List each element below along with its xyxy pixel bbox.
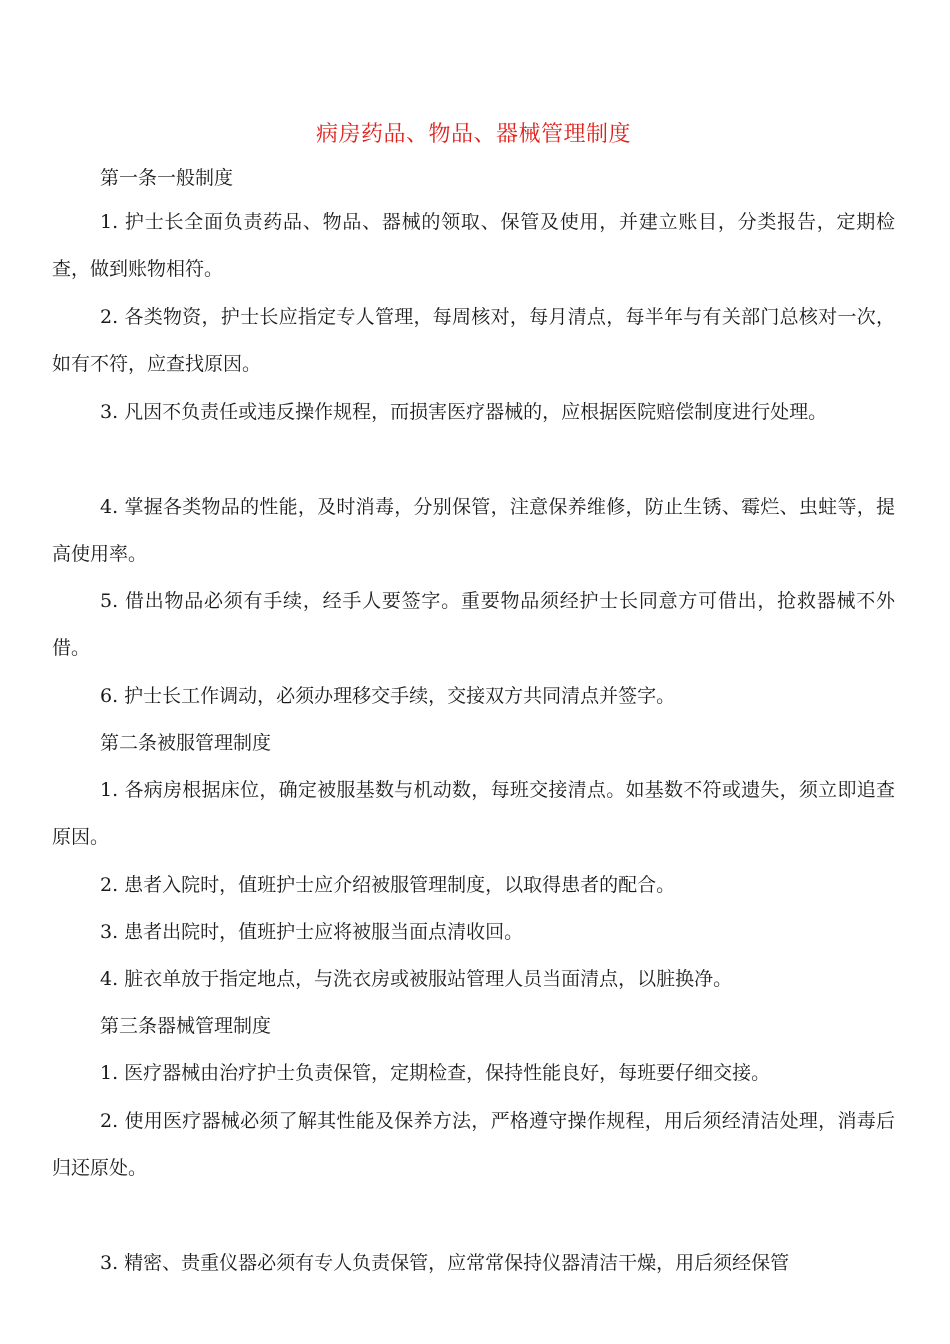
document-title: 病房药品、物品、器械管理制度: [315, 122, 631, 147]
paragraph-2-2: 2. 患者入院时，值班护士应介绍被服管理制度，以取得患者的配合。: [100, 874, 676, 896]
section-heading-2: 第二条被服管理制度: [100, 732, 272, 754]
section-heading-3: 第三条器械管理制度: [100, 1015, 272, 1037]
paragraph-3-1: 1. 医疗器械由治疗护士负责保管，定期检查，保持性能良好，每班要仔细交接。: [100, 1062, 771, 1084]
paragraph-1-2: 2. 各类物资，护士长应指定专人管理，每周核对，每月清点，每半年与有关部门总核对一次，如有不符，应查找原因。: [52, 306, 895, 375]
paragraph-1-3: 3. 凡因不负责任或违反操作规程，而损害医疗器械的，应根据医院赔偿制度进行处理。: [100, 401, 828, 423]
paragraph-3-2: 2. 使用医疗器械必须了解其性能及保养方法，严格遵守操作规程，用后须经清洁处理，消毒后归还原处。: [52, 1110, 895, 1179]
paragraph-2-4: 4. 脏衣单放于指定地点，与洗衣房或被服站管理人员当面清点，以脏换净。: [100, 968, 733, 990]
paragraph-1-6: 6. 护士长工作调动，必须办理移交手续，交接双方共同清点并签字。: [100, 685, 676, 707]
paragraph-1-5: 5. 借出物品必须有手续，经手人要签字。重要物品须经护士长同意方可借出，抢救器械不外借。: [52, 590, 895, 659]
paragraph-2-3: 3. 患者出院时，值班护士应将被服当面点清收回。: [100, 921, 524, 943]
paragraph-1-4: 4. 掌握各类物品的性能，及时消毒，分别保管，注意保养维修，防止生锈、霉烂、虫蛀等，提高使用率。: [52, 496, 895, 565]
paragraph-3-3: 3. 精密、贵重仪器必须有专人负责保管，应常常保持仪器清洁干燥，用后须经保管: [100, 1252, 790, 1274]
paragraph-2-1: 1. 各病房根据床位，确定被服基数与机动数，每班交接清点。如基数不符或遗失，须立即追查原因。: [52, 779, 895, 848]
section-heading-1: 第一条一般制度: [100, 167, 234, 189]
paragraph-1-1: 1. 护士长全面负责药品、物品、器械的领取、保管及使用，并建立账目，分类报告，定期检查，做到账物相符。: [52, 211, 895, 280]
